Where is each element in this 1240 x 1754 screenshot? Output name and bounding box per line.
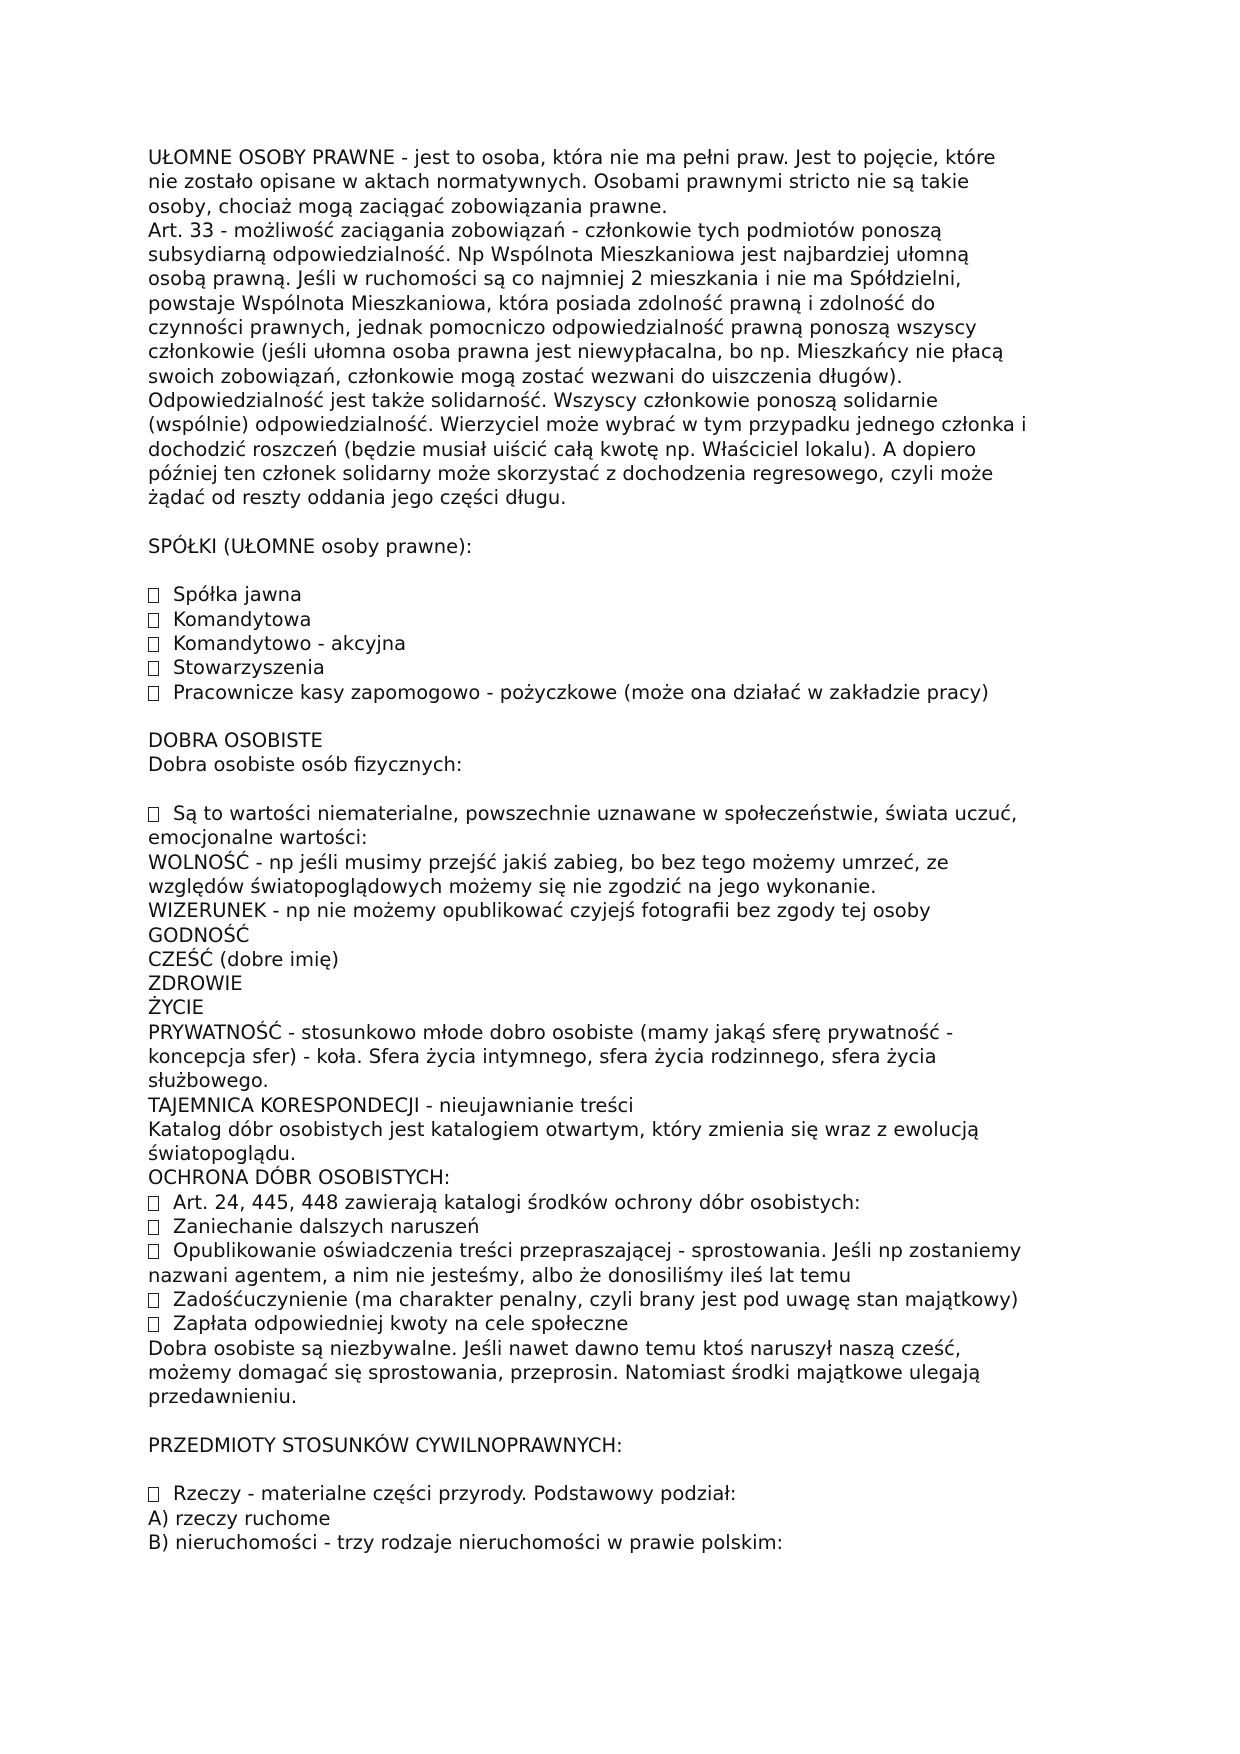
list-item (148, 1239, 1148, 1263)
dobra-heading: DOBRA OSOBISTE (148, 729, 323, 753)
list-item (148, 1482, 1148, 1506)
list-item (148, 1312, 1148, 1336)
spolki-heading: SPÓŁKI (UŁOMNE osoby prawne): (148, 534, 473, 558)
bullet-box-icon (148, 661, 159, 676)
bullet-box-icon (148, 637, 159, 652)
list-item-text: Opublikowanie oświadczenia treści przepraszającej - sprostowania. Jeśli np zostaniemy (173, 1239, 1022, 1263)
text-line: później ten członek solidarny może skorzystać z dochodzenia regresowego, czyli może (148, 461, 994, 485)
list-item (148, 1215, 1148, 1239)
przedmioty-heading: PRZEDMIOTY STOSUNKÓW CYWILNOPRAWNYCH: (148, 1433, 623, 1457)
list-item (148, 583, 1148, 607)
list-item-text: Zadośćuczynienie (ma charakter penalny, czyli brany jest pod uwagę stan majątkowy) (173, 1287, 1019, 1311)
text-line: względów światopoglądowych możemy się nie zgodzić na jego wykonanie. (148, 874, 877, 898)
list-item-continuation: nazwani agentem, a nim nie jesteśmy, albo że donosiliśmy ileś lat temu (148, 1263, 852, 1287)
text-line: dochodzić roszczeń (będzie musiał uiścić całą kwotę np. Właściciel lokalu). A dopiero (148, 437, 977, 461)
list-item (148, 632, 1148, 656)
text-line: OCHRONA DÓBR OSOBISTYCH: (148, 1166, 451, 1190)
list-item-text: Są to wartości niematerialne, powszechnie uznawane w społeczeństwie, świata uczuć, (173, 802, 1018, 826)
paragraph-ulomne-osoby-prawne (148, 146, 1148, 510)
text-line: Odpowiedzialność jest także solidarność. Wszyscy członkowie ponoszą solidarnie (148, 388, 938, 412)
list-item-text: Art. 24, 445, 448 zawierają katalogi środków ochrony dóbr osobistych: (173, 1190, 861, 1214)
text-line: GODNOŚĆ (148, 923, 250, 947)
dobra-subheading: Dobra osobiste osób fizycznych: (148, 753, 463, 777)
list-item-text: Spółka jawna (173, 583, 302, 607)
list-item (148, 802, 1148, 826)
text-line: Dobra osobiste są niezbywalne. Jeśli nawet dawno temu ktoś naruszył naszą cześć, (148, 1336, 962, 1360)
list-item-text: Zaniechanie dalszych naruszeń (173, 1215, 480, 1239)
text-line: swoich zobowiązań, członkowie mogą zostać wezwani do uiszczenia długów). (148, 364, 903, 388)
list-item-text: Pracownicze kasy zapomogowo - pożyczkowe (może ona działać w zakładzie pracy) (173, 680, 989, 704)
bullet-box-icon (148, 1487, 159, 1502)
bullet-box-icon (148, 807, 159, 822)
text-line: UŁOMNE OSOBY PRAWNE - jest to osoba, która nie ma pełni praw. Jest to pojęcie, które (148, 146, 996, 169)
text-line: (wspólnie) odpowiedzialność. Wierzyciel może wybrać w tym przypadku jednego członka i (148, 413, 1027, 437)
text-line: powstaje Wspólnota Mieszkaniowa, która posiada zdolność prawną i zdolność do (148, 291, 936, 315)
list-item (148, 1288, 1148, 1312)
dobra-body (148, 826, 1148, 1190)
bullet-box-icon (148, 1196, 159, 1211)
text-line: emocjonalne wartości: (148, 826, 368, 850)
bullet-box-icon (148, 613, 159, 628)
bullet-box-icon (148, 1317, 159, 1332)
text-line: członkowie (jeśli ułomna osoba prawna jest niewypłacalna, bo np. Mieszkańcy nie płacą (148, 340, 1004, 364)
text-line: osobą prawną. Jeśli w ruchomości są co najmniej 2 mieszkania i nie ma Spółdzielni, (148, 267, 962, 291)
blank-line (148, 778, 1148, 802)
bullet-box-icon (148, 1220, 159, 1235)
text-line: czynności prawnych, jednak pomocniczo odpowiedzialność prawną ponoszą wszyscy (148, 316, 977, 340)
bullet-box-icon (148, 1244, 159, 1259)
blank-line (148, 510, 1148, 534)
blank-line (148, 705, 1148, 729)
text-line: CZEŚĆ (dobre imię) (148, 947, 340, 971)
ochrona-closing (148, 1337, 1148, 1410)
text-line: subsydiarną odpowiedzialność. Np Wspólnota Mieszkaniowa jest najbardziej ułomną (148, 243, 970, 267)
text-line: światopoglądu. (148, 1142, 297, 1166)
list-item-text: Komandytowa (173, 607, 312, 631)
text-line: WIZERUNEK - np nie możemy opublikować czyjejś fotografii bez zgody tej osoby (148, 899, 931, 923)
bullet-box-icon (148, 686, 159, 701)
blank-line (148, 559, 1148, 583)
list-item (148, 656, 1148, 680)
text-line: Katalog dóbr osobistych jest katalogiem otwartym, który zmienia się wraz z ewolucją (148, 1117, 980, 1141)
ochrona-list (148, 1191, 1148, 1337)
list-item-text: Komandytowo - akcyjna (173, 631, 407, 655)
document-page (148, 146, 1148, 1555)
text-line: WOLNOŚĆ - np jeśli musimy przejść jakiś zabieg, bo bez tego możemy umrzeć, ze (148, 850, 949, 874)
text-line: nie zostało opisane w aktach normatywnych. Osobami prawnymi stricto nie są takie (148, 170, 970, 194)
text-line: ZDROWIE (148, 972, 243, 996)
text-line: PRYWATNOŚĆ - stosunkowo młode dobro osobiste (mamy jakąś sferę prywatność - (148, 1020, 954, 1044)
list-item-text: Rzeczy - materialne części przyrody. Podstawowy podział: (173, 1482, 737, 1506)
przedmioty-item-b: B) nieruchomości - trzy rodzaje nieruchomości w prawie polskim: (148, 1530, 784, 1554)
bullet-box-icon (148, 1293, 159, 1308)
blank-line (148, 1409, 1148, 1433)
text-line: ŻYCIE (148, 996, 204, 1020)
spolki-list (148, 583, 1148, 704)
text-line: przedawnieniu. (148, 1385, 298, 1409)
text-line: Art. 33 - możliwość zaciągania zobowiązań - członkowie tych podmiotów ponoszą (148, 218, 942, 242)
text-line: TAJEMNICA KORESPONDECJI - nieujawnianie treści (148, 1093, 634, 1117)
list-item (148, 681, 1148, 705)
text-line: możemy domagać się sprostowania, przeprosin. Natomiast środki majątkowe ulegają (148, 1360, 981, 1384)
text-line: służbowego. (148, 1069, 269, 1093)
text-line: żądać od reszty oddania jego części długu. (148, 486, 567, 510)
list-item (148, 1191, 1148, 1215)
blank-line (148, 1458, 1148, 1482)
text-line: osoby, chociaż mogą zaciągać zobowiązania prawne. (148, 194, 668, 218)
przedmioty-item-a: A) rzeczy ruchome (148, 1506, 331, 1530)
text-line: koncepcja sfer) - koła. Sfera życia intymnego, sfera życia rodzinnego, sfera życia (148, 1044, 937, 1068)
list-item (148, 608, 1148, 632)
bullet-box-icon (148, 588, 159, 603)
list-item-text: Stowarzyszenia (173, 656, 325, 680)
list-item-text: Zapłata odpowiedniej kwoty na cele społeczne (173, 1312, 629, 1336)
